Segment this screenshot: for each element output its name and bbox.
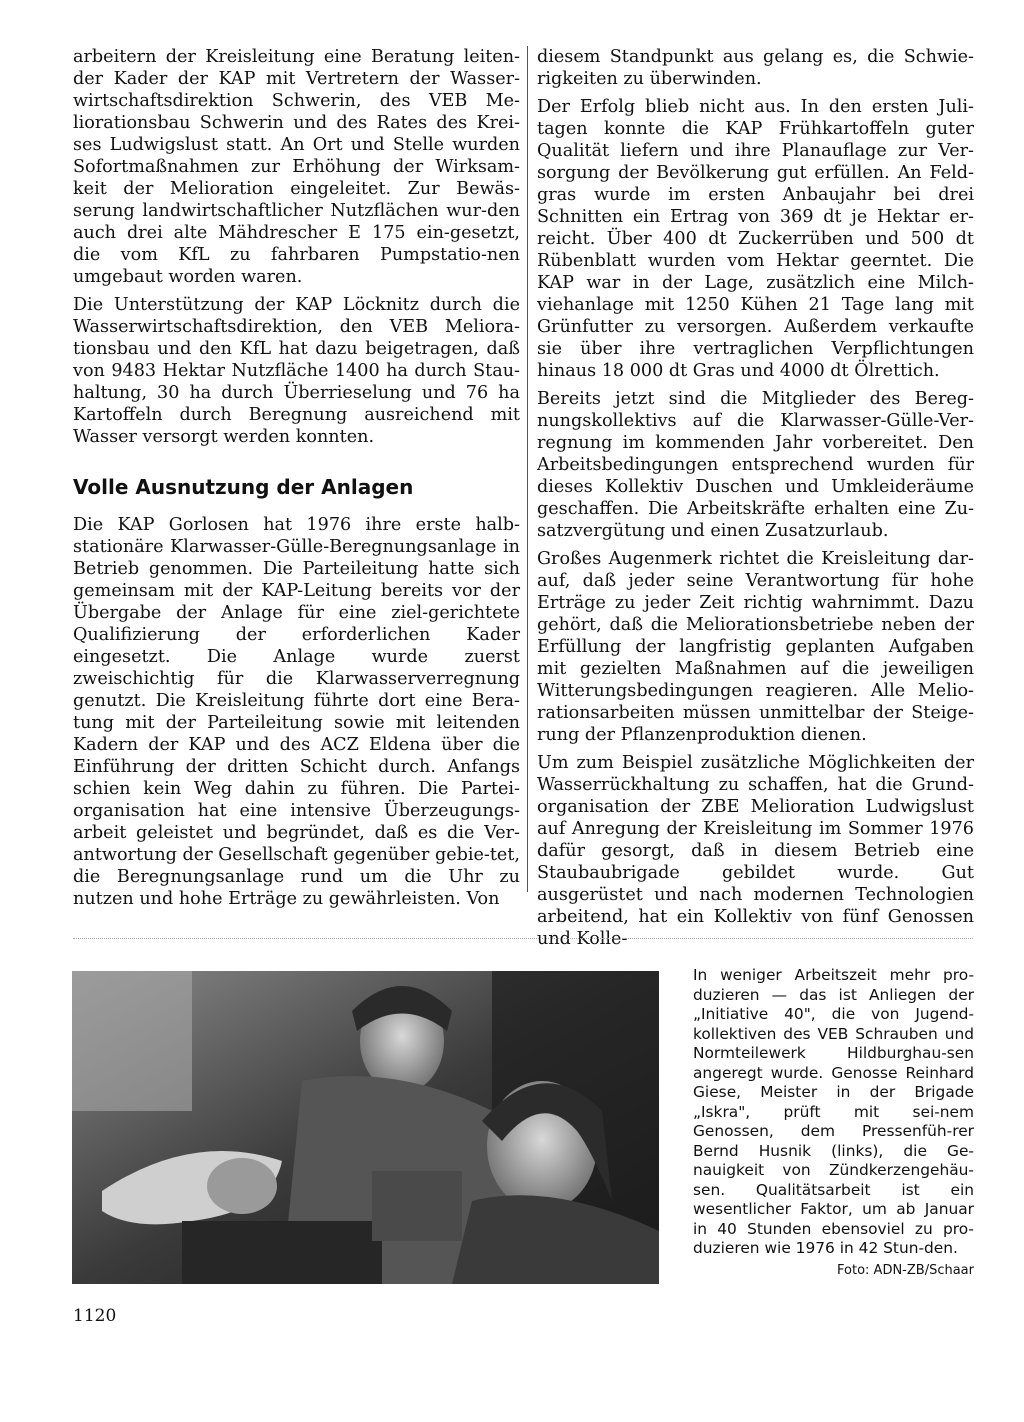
column-divider: [527, 46, 528, 892]
paragraph: Die Unterstützung der KAP Löcknitz durch die Wasserwirtschaftsdirektion, den VEB Meliora-tionsbau und den KfL hat dazu beigetragen, daß von 9483 Hektar Nutzfläche 1400 ha durch Stau-haltung, 30 ha durch Überrieselung und 76 ha Kartoffeln durch Beregnung ausreichend mit Wasser versorgt werden konnten.: [73, 295, 520, 447]
photo-illustration: [72, 971, 659, 1284]
paragraph: diesem Standpunkt aus gelang es, die Schwie-rigkeiten zu überwinden.: [537, 47, 974, 89]
separator-rule: [73, 938, 973, 939]
section-heading: Volle Ausnutzung der Anlagen: [73, 475, 414, 499]
left-column: [73, 46, 520, 916]
paragraph: Bereits jetzt sind die Mitglieder des Bereg-nungskollektivs auf die Klarwasser-Gülle-Ver-regnung im kommenden Jahr vorbereitet. Den Arbeitsbedingungen entsprechend wurden für dieses Kollektiv Duschen und Umkleideräume geschaffen. Die Arbeitskräfte erhalten eine Zu-satzvergütung und einen Zusatzurlaub.: [537, 389, 974, 541]
photo-caption: In weniger Arbeitszeit mehr pro-duzieren — das ist Anliegen der „Initiative 40", die von Jugend-kollektiven des VEB Schrauben und Normteilewerk Hildburghau-sen angeregt wurde. Genosse Reinhard Giese, Meister in der Brigade „Iskra", prüft mit sei-nem Genossen, dem Pressenfüh-rer Bernd Husnik (links), die Ge-nauigkeit von Zündkerzengehäu-sen. Qualitätsarbeit ist ein wesentlicher Faktor, um ab Januar in 40 Stunden ebensoviel zu pro-duzieren wie 1976 in 42 Stun-den.: [693, 966, 974, 1257]
paragraph: Der Erfolg blieb nicht aus. In den ersten Juli-tagen konnte die KAP Frühkartoffeln guter Qualität liefern und ihre Planauflage zur Ver-sorgung der Bevölkerung gut erfüllen. An Feld-gras wurde im ersten Anbaujahr bei drei Schnitten ein Ertrag von 369 dt je Hektar er-reicht. Über 400 dt Zuckerrüben und 500 dt Rübenblatt wurden vom Hektar geerntet. Die KAP war in der Lage, zusätzlich eine Milch-viehanlage mit 1250 Kühen 21 Tage lang mit Grünfutter zu versorgen. Außerdem verkaufte sie über ihre vertraglichen Verpflichtungen hinaus 18 000 dt Gras und 4000 dt Ölrettich.: [537, 97, 974, 381]
paragraph: Die KAP Gorlosen hat 1976 ihre erste halb-stationäre Klarwasser-Gülle-Beregnungsanlage in Betrieb genommen. Die Parteileitung hatte sich gemeinsam mit der KAP-Leitung bereits vor der Übergabe der Anlage für eine ziel-gerichtete Qualifizierung der erforderlichen Kader eingesetzt. Die Anlage wurde zuerst zweischichtig für die Klarwasserverregnung genutzt. Die Kreisleitung führte dort eine Bera-tung mit der Parteileitung sowie mit leitenden Kadern der KAP und des ACZ Eldena über die Einführung der dritten Schicht durch. Anfangs schien kein Weg dahin zu führen. Die Partei-organisation hat eine intensive Überzeugungs-arbeit geleistet und begründet, daß es die Ver-antwortung der Gesellschaft gegenüber gebie-tet, die Beregnungsanlage rund um die Uhr zu nutzen und hohe Erträge zu gewährleisten. Von: [73, 515, 521, 909]
page-number: 1120: [73, 1306, 117, 1326]
paragraph: arbeitern der Kreisleitung eine Beratung leiten-der Kader der KAP mit Vertretern der Wasser-wirtschaftsdirektion Schwerin, des VEB Me-liorationsbau Schwerin und des Rates des Krei-ses Ludwigslust statt. An Ort und Stelle wurden Sofortmaßnahmen zur Erhöhung der Wirksam-keit der Melioration eingeleitet. Zur Bewäs-serung landwirtschaftlicher Nutzflächen wur-den auch drei alte Mähdrescher E 175 ein-gesetzt, die vom KfL zu fahrbaren Pumpstatio-nen umgebaut worden waren.: [73, 47, 520, 287]
photo: [72, 971, 659, 1284]
photo-credit: Foto: ADN-ZB/Schaar: [837, 1263, 974, 1278]
right-column: [537, 46, 974, 956]
paragraph: Großes Augenmerk richtet die Kreisleitung dar-auf, daß jeder seine Verantwortung für hohe Erträge zu jeder Zeit richtig wahrnimmt. Dazu gehört, daß die Meliorationsbetriebe neben der Erfüllung der langfristig geplanten Aufgaben mit gezielten Maßnahmen auf die jeweiligen Witterungsbedingungen reagieren. Alle Melio-rationsarbeiten müssen unmittelbar der Steige-rung der Pflanzenproduktion dienen.: [537, 549, 974, 745]
paragraph: Um zum Beispiel zusätzliche Möglichkeiten der Wasserrückhaltung zu schaffen, hat die Grund-organisation der ZBE Melioration Ludwigslust auf Anregung der Kreisleitung im Sommer 1976 dafür gesorgt, daß in diesem Betrieb eine Staubaubrigade gebildet wurde. Gut ausgerüstet und nach modernen Technologien arbeitend, hat ein Kollektiv von fünf Genossen und Kolle-: [537, 753, 974, 949]
